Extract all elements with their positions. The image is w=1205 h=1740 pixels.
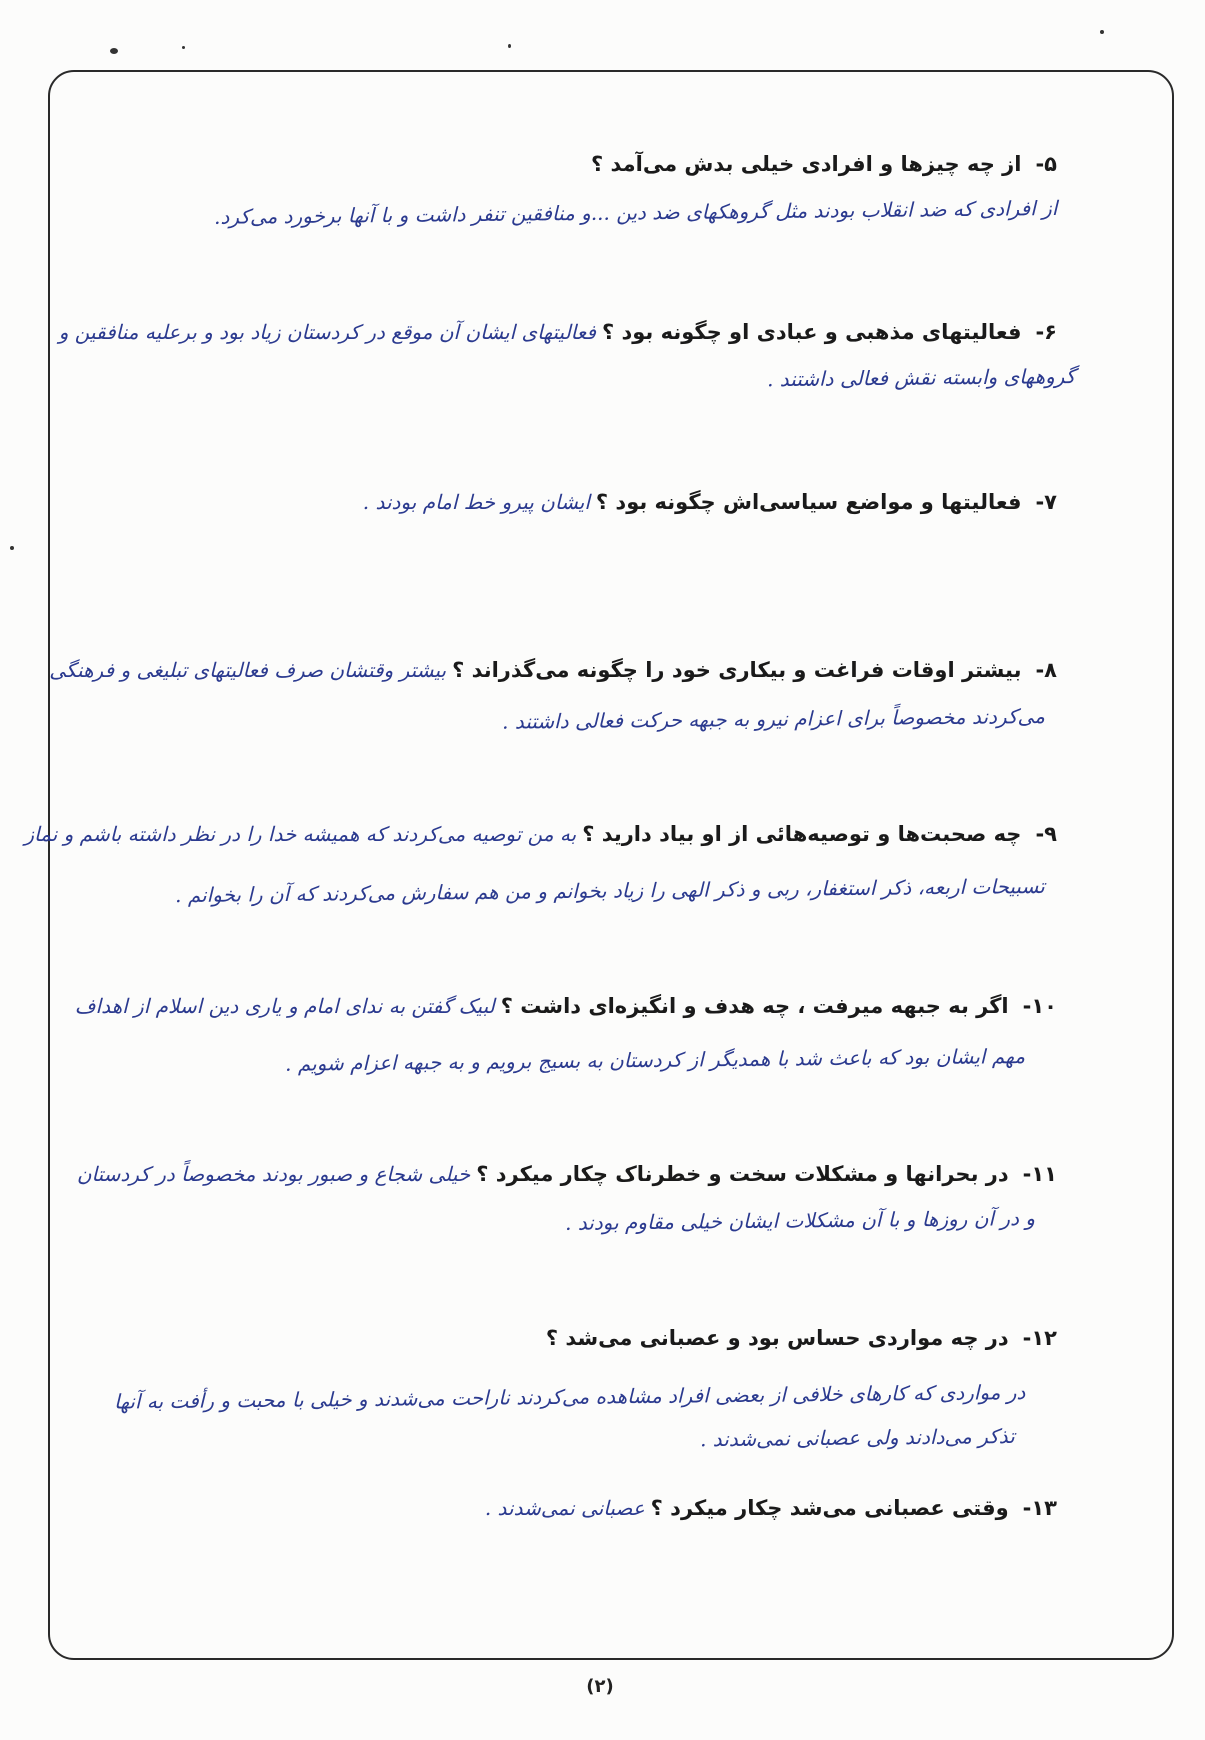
question-text: بیشتر اوقات فراغت و بیکاری خود را چگونه می‌گذراند ؟ xyxy=(452,658,1022,682)
answer-inline: بیشتر وقتشان صرف فعالیتهای تبلیغی و فرهنگی xyxy=(49,658,447,682)
answer-inline: به من توصیه می‌کردند که همیشه خدا را در نظر داشته باشم و نماز xyxy=(24,822,577,846)
answer-line: از افرادی که ضد انقلاب بودند مثل گروهکهای ضد دین ...و منافقین تنفر داشت و با آنها برخورد می‌کرد. xyxy=(213,196,1058,229)
scan-speck xyxy=(1100,30,1104,34)
question-text: وقتی عصبانی می‌شد چکار میکرد ؟ xyxy=(650,1496,1009,1520)
answer-inline: ایشان پیرو خط امام بودند . xyxy=(362,490,590,514)
question-10 xyxy=(75,994,1057,1018)
question-number: ۷- xyxy=(1035,490,1057,514)
question-12 xyxy=(546,1326,1057,1350)
answer-inline: خیلی شجاع و صبور بودند مخصوصاً در کردستان xyxy=(76,1162,471,1186)
question-text: فعالیتهای مذهبی و عبادی او چگونه بود ؟ xyxy=(601,320,1022,344)
question-text: از چه چیزها و افرادی خیلی بدش می‌آمد ؟ xyxy=(591,152,1022,176)
question-number: ۱۲- xyxy=(1022,1326,1057,1350)
answer-line: و در آن روزها و با آن مشکلات ایشان خیلی مقاوم بودند . xyxy=(564,1206,1036,1235)
question-number: ۱۱- xyxy=(1022,1162,1057,1186)
question-11 xyxy=(77,1162,1057,1186)
answer-line: گروههای وابسته نقش فعالی داشتند . xyxy=(766,364,1076,392)
question-text: فعالیتها و مواضع سیاسی‌اش چگونه بود ؟ xyxy=(595,490,1022,514)
scan-speck xyxy=(508,44,511,48)
answer-line: در مواردی که کارهای خلافی از بعضی افراد مشاهده می‌کردند ناراحت می‌شدند و خیلی با محبت و رأفت به آنها xyxy=(113,1380,1026,1414)
question-5 xyxy=(591,152,1057,176)
question-text: در بحرانها و مشکلات سخت و خطرناک چکار میکرد ؟ xyxy=(476,1162,1009,1186)
answer-inline: عصبانی نمی‌شدند . xyxy=(484,1496,645,1520)
question-number: ۶- xyxy=(1035,320,1057,344)
scan-speck xyxy=(10,546,14,550)
question-number: ۹- xyxy=(1035,822,1057,846)
scan-speck xyxy=(110,48,118,54)
question-7 xyxy=(363,490,1057,514)
page-border-frame xyxy=(48,70,1174,1660)
answer-line: تذکر می‌دادند ولی عصبانی نمی‌شدند . xyxy=(700,1424,1016,1452)
answer-line: مهم ایشان بود که باعث شد با همدیگر از کردستان به بسیج برویم و به جبهه اعزام شویم . xyxy=(284,1044,1026,1076)
question-number: ۵- xyxy=(1035,152,1057,176)
question-13 xyxy=(485,1496,1057,1520)
question-8 xyxy=(49,658,1057,682)
answer-line: می‌کردند مخصوصاً برای اعزام نیرو به جبهه حرکت فعالی داشتند . xyxy=(502,704,1046,734)
question-text: اگر به جبهه میرفت ، چه هدف و انگیزه‌ای داشت ؟ xyxy=(500,994,1009,1018)
answer-inline: لبیک گفتن به ندای امام و یاری دین اسلام از اهداف xyxy=(74,994,495,1018)
question-number: ۸- xyxy=(1035,658,1057,682)
question-text: در چه مواردی حساس بود و عصبانی می‌شد ؟ xyxy=(545,1326,1009,1350)
answer-inline: فعالیتهای ایشان آن موقع در کردستان زیاد بود و برعلیه منافقین و xyxy=(58,320,596,344)
question-number: ۱۳- xyxy=(1022,1496,1057,1520)
question-text: چه صحبت‌ها و توصیه‌هائی از او بیاد دارید ؟ xyxy=(582,822,1022,846)
scan-speck xyxy=(182,46,185,49)
answer-line: تسبیحات اربعه، ذکر استغفار، ربی و ذکر الهی را زیاد بخوانم و من هم سفارش می‌کردند که آن را بخوانم . xyxy=(175,874,1046,908)
question-number: ۱۰- xyxy=(1022,994,1057,1018)
page-number: (۲) xyxy=(586,1676,614,1697)
question-6 xyxy=(59,320,1057,344)
question-9 xyxy=(24,822,1057,846)
